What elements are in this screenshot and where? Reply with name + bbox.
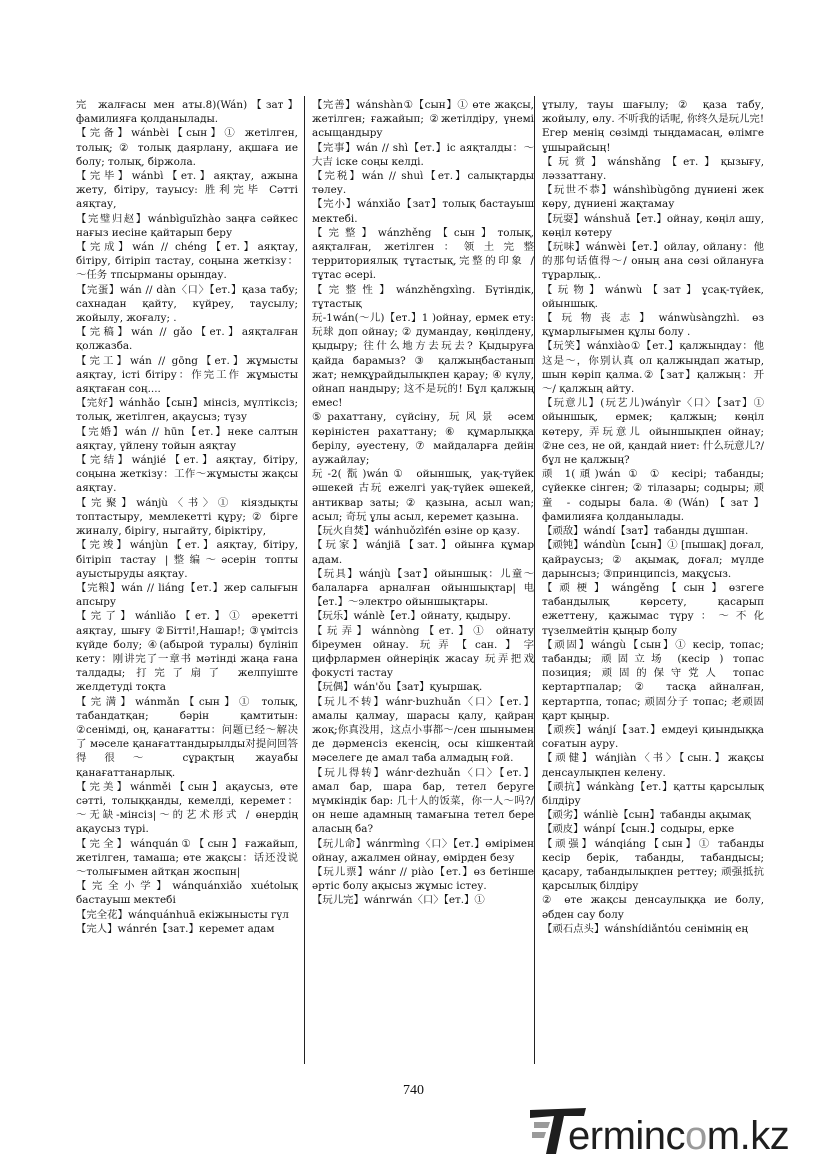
dictionary-entry: 完 жалғасы мен аты.8)(Wán)【зат】фамилияға қолданылады. xyxy=(76,99,298,126)
dictionary-entry: 【玩火自焚】wánhuǒzìfén өзіне ор қазу. xyxy=(312,525,520,538)
dictionary-entry: 【玩笑】wánxiào①【ет.】қалжыңдау：他这是～，你别认真 ол қалжыңдап жатыр, шын көріп қалма.②【зат】қалжың：开～/ қалжың айту. xyxy=(542,340,764,396)
dictionary-entry: 【完美】wánměi【сын】ақаусыз, өте сәтті, толыққанды, кемелді, керемет：～无缺-мінсіз|～的艺术形式 / өнердің ақаусыз түрі. xyxy=(76,780,298,836)
dictionary-entry: 【完毕】wánbì【ет.】аяқтау, ажына жету, бітіру, тауысу: 胜利完毕 Сәтті аяқтау, xyxy=(76,170,298,211)
dictionary-entry: 【完人】wánrén【зат.】керемет адам xyxy=(76,922,275,935)
dictionary-entry: 【完粮】wán // liáng【ет.】жер салығын апсыру xyxy=(76,581,298,609)
dictionary-entry: 【完结】wánjié【ет.】аяқтау, бітіру, соңына жеткізу：工作～жұмысты жақсы аяқтау. xyxy=(76,454,298,495)
column-2 xyxy=(312,98,534,1060)
dictionary-entry: 【顽劣】wánliè【сын】табанды ақымақ xyxy=(542,809,751,822)
dictionary-entry: 【完蛋】wán // dàn〈口〉【ет.】қаза табу; сахнадан қайту, күйреу, таусылу; жойылу, жоғалу; . xyxy=(76,283,298,325)
dictionary-entry: 【顽疾】wánjí【зат.】емдеуі қиындыққа соғатын ауру. xyxy=(542,723,764,751)
dictionary-entry: 玩-2(翫)wán① ойыншық, уақ-түйек әшекей 古玩 ежелгі уақ-түйек әшекей, антиквар заты; ② қазына, асыл wan; асыл; 奇玩 ұлы асыл, керемет қазына. xyxy=(312,468,534,523)
dictionary-entry: 【完整性】wánzhěngxìng. Бүтіндік, тұтастық xyxy=(312,283,534,310)
dictionary-entry: 【玩儿命】wánrmìng〈口〉【ет.】өмірімен ойнау, ажалмен ойнау, өмірден безу xyxy=(312,837,534,864)
dictionary-entry: 【顽健】wánjiàn〈书〉【сын.】жақсы денсаулықпен келену. xyxy=(542,752,764,779)
dictionary-entry: 【完璧归赵】wánbìguīzhào заңға сәйкес нағыз иесіне қайтарып беру xyxy=(76,212,298,239)
dictionary-entry: 玩-1wán(～儿)【ет.】1 )ойнау, ермек ету: 玩球 доп ойнау; ② думандау, көңілдену, қыдыру; 往什么地方去玩去? Қыдыруға қайда барамыз? ③ қалжыңбастанып жат; немқұрайдылықпен қарау; ④ күлу, ойнап нандыру; 这不是玩的! Бұл қалжың емес! xyxy=(312,312,534,410)
dictionary-entry: 【完聚】wánjù〈书〉① кіяздықты топтастыру, мемлекетті құру; ② бірге жиналу, бірігу, ныгайту, біріктіру, xyxy=(76,496,298,538)
dictionary-entry: 【完稿】wán // gǎo【ет.】аяқталған қолжазба. xyxy=(76,326,298,353)
dictionary-entry: 【顽固】wángù【сын】① кесір, топас; табанды; 顽固立场 (кесір ) топас позиция; 顽固的保守党人 топас кертартпалар; ② тасқа айналған, кертартпа, топас; 顽固分子 топас; 老顽固 қарт қыңыр. xyxy=(542,638,764,722)
dictionary-entry: 【完工】wán // gōng【ет.】жұмысты аяқтау, істі бітіру：作完工作 жұмысты аяқтаған соң.... xyxy=(76,354,298,396)
dictionary-entry: 【玩儿完】wánrwán〈口〉【ет.】① xyxy=(312,894,485,907)
dictionary-entry: 【顽强】wánqiáng【сын】① табанды кесір берік, табанды, табандысы; қасару, табандылықпен реттеу; 顽强抵抗 қарсылық білдіру xyxy=(542,837,764,893)
dictionary-entry: 【玩家】wánjiā【зат.】ойынға құмар адам. xyxy=(312,539,534,566)
dictionary-entry: 【玩具】wánjù【зат】ойыншық：儿童～балаларға арналған ойыншықтар|电【ет.】～электро ойыншықтары. xyxy=(312,567,534,609)
dictionary-entry: 【玩意儿】(玩艺儿)wányìr〈口〉【зат】① ойыншық, ермек; қалжың; көңіл көтеру, 弄玩意儿 ойыншықпен ойнау; ②не сез, не ой, қандай ниет: 什么玩意儿?/бұл не қалжың? xyxy=(542,397,764,467)
dictionary-entry: 顽 1(頑)wán ① ① кесірі; табанды; сүйекке сінген; ② тілазары; содыры; 顽童 - содыры бала.④(Wán)【зат】фамилияға қолданылады. xyxy=(542,468,764,523)
dictionary-entry: 【玩乐】wánlè【ет.】ойнату, қыдыру. xyxy=(312,610,511,623)
dictionary-entry: 【完事】wán // shì【ет.】іс аяқталды：～大吉 іске соңы келді. xyxy=(312,141,534,168)
dictionary-entry: 【完婚】wán // hūn【ет.】неке салтын аяқтау, үйлену тойын аяқтау xyxy=(76,425,298,452)
dictionary-entry: 【完小】wánxiǎo【зат】толық бастауыш мектебі. xyxy=(312,198,534,225)
column-1 xyxy=(76,98,298,1060)
dictionary-entry: 【玩弄】wánnòng【ет.】① ойнату біреумен ойнау. 玩弄【сан.】字 цифрлармен ойнеріңік жасау 玩弄把戏 фокусті тастау xyxy=(312,624,534,680)
dictionary-entry: 【完全小学】wánquánxiǎo xuétolық бастауыш мектебі xyxy=(76,880,298,907)
dictionary-entry: 【完好】wánhǎo【сын】мінсіз, мүлтіксіз; толық, жетілген, ақаусыз; түзу xyxy=(76,397,298,424)
dictionary-entry: 【完备】wánbèi【сын】① жетілген, толық; ② толық даярлану, ақшаға ие болу; толық, біржола. xyxy=(76,127,298,168)
dictionary-entry: 【顽皮】wánpí【сын.】содыры, ерке xyxy=(542,823,735,836)
dictionary-entry: 【完整】wánzhěng【сын】толық, аяқталған, жетілген：领土完整 территориялық тұтастық,完整的印象 /тұтас әсері. xyxy=(312,226,534,282)
dictionary-entry: 【完全】wánquán①【сын】ғажайып, жетілген, тамаша; өте жақсы：话还没说～толығымен айтқан жоспын| xyxy=(76,837,298,878)
page-number: 740 xyxy=(403,1083,424,1098)
dictionary-entry: 【玩偶】wán'ǒu【зат】қуыршақ. xyxy=(312,681,483,694)
dictionary-entry: 【完满】wánmǎn【сын】① толық, табандатқан; бәрін қамтитын: ②сенімді, оң, қанағатты：问题已经～解决了 мәселе қанағаттандырылды对提问回答得很～ сұрақтың жауабы қанағаттанарлық. xyxy=(76,695,298,779)
logo-ring-icon: o xyxy=(685,1114,707,1158)
dictionary-entry: 【完全花】wánquánhuā екіжынысты гүл xyxy=(76,908,289,921)
logo-wordmark: ermincom.kz xyxy=(568,1114,790,1158)
dictionary-entry: 【玩物】wánwù【зат】ұсақ-түйек, ойыншық. xyxy=(542,283,764,310)
dictionary-entry: 【顽敌】wándí【зат】табанды дұшпан. xyxy=(542,525,749,538)
dictionary-entry: 【玩儿票】wánr // piào【ет.】өз бетінше әртіс болу ақысыз жұмыс істеу. xyxy=(312,865,534,893)
column-3 xyxy=(542,98,764,1060)
dictionary-entry: ② өте жақсы денсаулыққа ие болу, әбден сау болу xyxy=(542,894,764,921)
column-divider xyxy=(534,96,535,1064)
column-divider xyxy=(304,96,305,1064)
dictionary-entry: 【玩物丧志】wánwùsàngzhì. өз құмарлығымен құлы болу . xyxy=(542,312,764,339)
dictionary-entry: 【完竣】wánjùn【ет.】аяқтау, бітіру, бітіріп тастау |整编～әсерін топты ауыстыруды аяқтау. xyxy=(76,539,298,580)
dictionary-entry: 【玩世不恭】wánshìbùgōng дүниені жек көру, дүниені жақтамау xyxy=(542,184,764,211)
dictionary-entry: ұтылу, тауы шағылу; ② қаза табу, жойылу, өлу. 不听我的话呢, 你终久是玩儿完! Егер менің сөзімді тыңдамасаң, өлімге ұшырайсың! xyxy=(542,99,764,154)
dictionary-entry: 【完了】wánliǎo【ет.】① әрекетті аяқтау, шығу ②Бітті!,Нашар!; ③үмітсіз күйде болу; ④(абырой туралы) бүлініп кету：刚讲完了一章书 мәтінді жаңа ғана талдады; 打完了扇了 желпуіште желдетуді тоқта xyxy=(76,610,298,694)
dictionary-entry: 【完成】wán // chéng【ет.】аяқтау, бітіру, бітіріп тастау, соңына жеткізу：～任务 тпсырманы орындау. xyxy=(76,241,298,282)
dictionary-entry: 【玩耍】wánshuǎ【ет.】ойнау, көңіл ашу, көңіл көтеру xyxy=(542,212,764,239)
dictionary-entry: 【完税】wán // shuì【ет.】салықтарды төлеу. xyxy=(312,170,534,197)
terminkom-logo[interactable] xyxy=(528,1100,818,1160)
dictionary-entry: 【玩赏】wánshǎng【ет.】қызығу, ләззаттану. xyxy=(542,155,764,183)
dictionary-entry: ⑤рахаттану, сүйсіну, 玩风景 әсем көріністен рахаттану; ⑥ құмарлыққа берілу, әуестену, ⑦ майдаларға дейін аужайлау; xyxy=(312,411,534,467)
dictionary-entry: 【完善】wánshàn①【сын】① өте жақсы, жетілген; ғажайып; ②жетілдіру, үнемі асыщандыру xyxy=(312,99,534,140)
dictionary-entry: 【顽石点头】wánshídiǎntóu сенімнің ең xyxy=(542,922,749,935)
dictionary-entry: 【顽钝】wándùn【сын】① [пышақ] доғал, қайраусыз; ② ақымақ, доғал; мүлде дарынсыз; ③принципсіз, мақұсыз. xyxy=(542,539,764,580)
dictionary-entry: 【玩味】wánwèi【ет.】ойлау, ойлану：他的那句话值得～/ оның ана сөзі ойлануға тұрарлық.. xyxy=(542,241,764,282)
dictionary-entry: 【顽梗】wángěng【сын】өзгеге табандылық көрсету, қасарып ежеттену, қажымас түру：～不化 түзелмейтін қыңыр болу xyxy=(542,581,764,637)
dictionary-entry: 【玩儿得转】wánr·dezhuǎn〈口〉【ет.】амал бар, шара бар, тетел беруге мүмкіндік бар: 几十人的饭菜，你一人～吗?/ он неше адамның тамағына тетел бере алаcың ба? xyxy=(312,766,534,836)
dictionary-entry: 【顽抗】wánkàng【ет.】қатты қарсылық білдіру xyxy=(542,780,764,807)
dictionary-entry: 【玩儿不转】wánr·buzhuǎn〈口〉【ет.】амалы қалмау, шарасы қалу, қайран жоқ;你真没用，这点小事都～/сен шынымен де дәрменсіз екенсің, осы кішкентай мәселеге де амал таба алмадың ғой. xyxy=(312,695,534,765)
